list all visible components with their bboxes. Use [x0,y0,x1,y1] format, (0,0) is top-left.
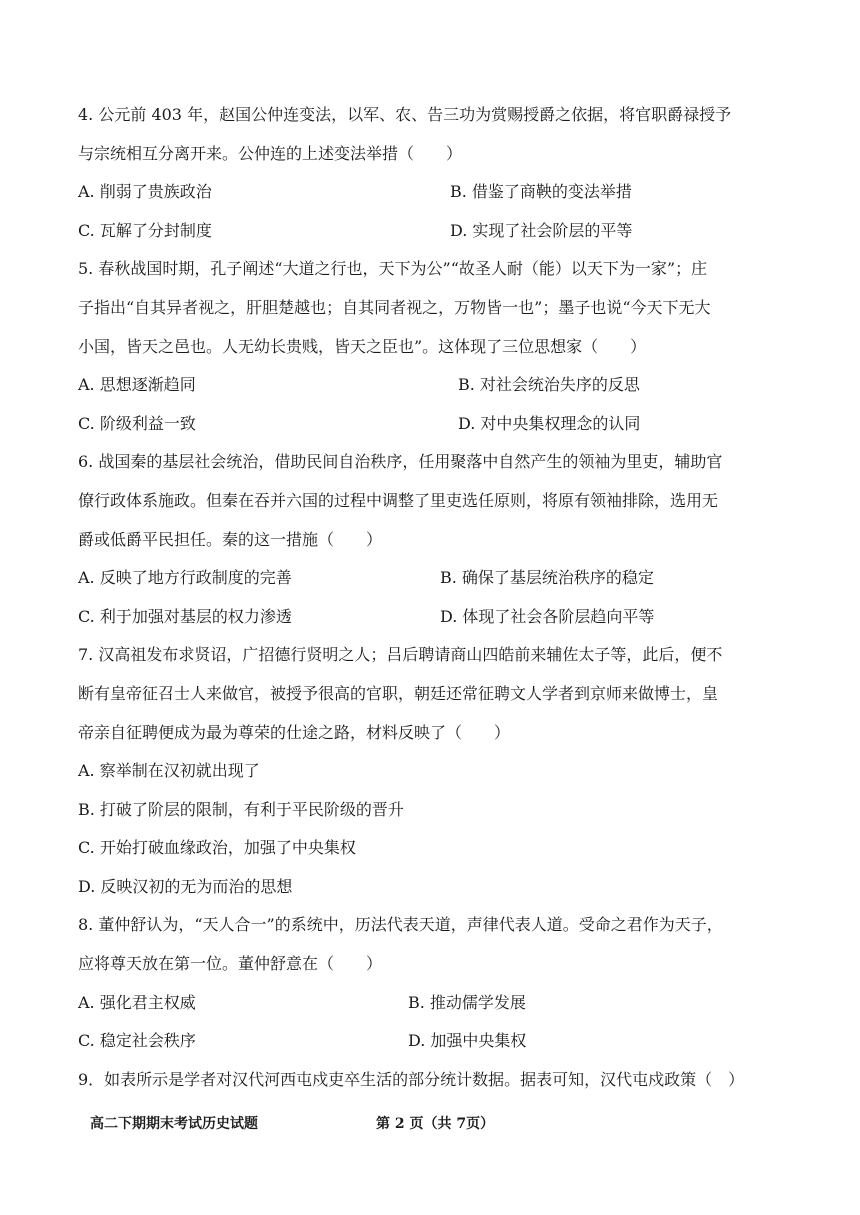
option-a: A. 强化君主权威 [78,992,196,1012]
option-row [78,1022,783,1061]
option-d: D. 反映汉初的无为而治的思想 [78,876,293,896]
option-d: D. 实现了社会阶层的平等 [450,220,633,240]
option-row [78,366,783,405]
question-text-line: 4. 公元前 403 年，赵国公仲连变法，以军、农、告三功为赏赐授爵之依据，将官职爵禄授予 [78,105,732,124]
question-6 [78,443,783,636]
question-text-line: 9．如表所示是学者对汉代河西屯戍吏卒生活的部分统计数据。据表可知，汉代屯戍政策（ ） [78,1069,745,1089]
question-text-line: 断有皇帝征召士人来做官，被授予很高的官职，朝廷还常征聘文人学者到京师来做博士，皇 [78,683,719,703]
question-9 [78,1061,783,1100]
questions-container [78,96,783,1099]
option-row [78,984,783,1023]
exam-title: 高二下期期末考试历史试题 [90,1116,258,1132]
question-text-line: 5. 春秋战国时期，孔子阐述“大道之行也，天下为公”“故圣人耐（能）以天下为一家”；庄 [78,259,708,279]
option-b: B. 确保了基层统治秩序的稳定 [440,568,654,588]
option-row [78,212,783,251]
question-text-line: 7. 汉高祖发布求贤诏，广招德行贤明之人；吕后聘请商山四皓前来辅佐太子等，此后，便不 [78,645,723,665]
question-text-line: 应将尊天放在第一位。董仲舒意在（ ） [78,954,383,974]
option-c: C. 开始打破血缘政治，加强了中央集权 [78,838,356,858]
question-text-line: 8. 董仲舒认为，“天人合一”的系统中，历法代表天道，声律代表人道。受命之君作为天子， [78,915,723,935]
option-a: A. 削弱了贵族政治 [78,182,212,202]
option-b: B. 打破了阶层的限制，有利于平民阶级的晋升 [78,799,404,819]
option-b: B. 对社会统治失序的反思 [458,375,640,395]
option-row [78,405,783,444]
option-d: D. 加强中央集权 [408,1031,527,1051]
question-text-line: 僚行政体系施政。但秦在吞并六国的过程中调整了里吏选任原则，将原有领袖排除，选用无 [78,490,719,510]
question-text-line: 与宗统相互分离开来。公仲连的上述变法举措（ ） [78,143,463,163]
question-text-line: 小国，皆天之邑也。人无幼长贵贱，皆天之臣也”。这体现了三位思想家（ ） [78,336,647,356]
question-8 [78,906,783,1060]
option-b: B. 推动儒学发展 [408,992,526,1012]
question-text-line: 爵或低爵平民担任。秦的这一措施（ ） [78,529,383,549]
option-c: C. 利于加强对基层的权力渗透 [78,606,292,626]
option-c: C. 瓦解了分封制度 [78,220,212,240]
option-b: B. 借鉴了商鞅的变法举措 [450,182,632,202]
option-a: A. 反映了地方行政制度的完善 [78,568,292,588]
option-a: A. 察举制在汉初就出现了 [78,761,260,781]
question-4 [78,96,783,250]
option-row [78,559,783,598]
option-row [78,173,783,212]
option-c: C. 稳定社会秩序 [78,1031,196,1051]
option-c: C. 阶级利益一致 [78,413,196,433]
option-d: D. 体现了社会各阶层趋向平等 [440,606,655,626]
option-d: D. 对中央集权理念的认同 [458,413,641,433]
option-a: A. 思想逐渐趋同 [78,375,196,395]
question-text-line: 6. 战国秦的基层社会统治，借助民间自治秩序，任用聚落中自然产生的领袖为里吏，辅助官 [78,452,723,472]
question-7 [78,636,783,906]
question-5 [78,250,783,443]
question-text-line: 帝亲自征聘便成为最为尊荣的仕途之路，材料反映了（ ） [78,722,511,742]
option-row [78,598,783,637]
page-number: 第 2 页（共 7页） [376,1116,495,1132]
question-text-line: 子指出“自其异者视之，肝胆楚越也；自其同者视之，万物皆一也”；墨子也说“今天下无大 [78,297,711,317]
